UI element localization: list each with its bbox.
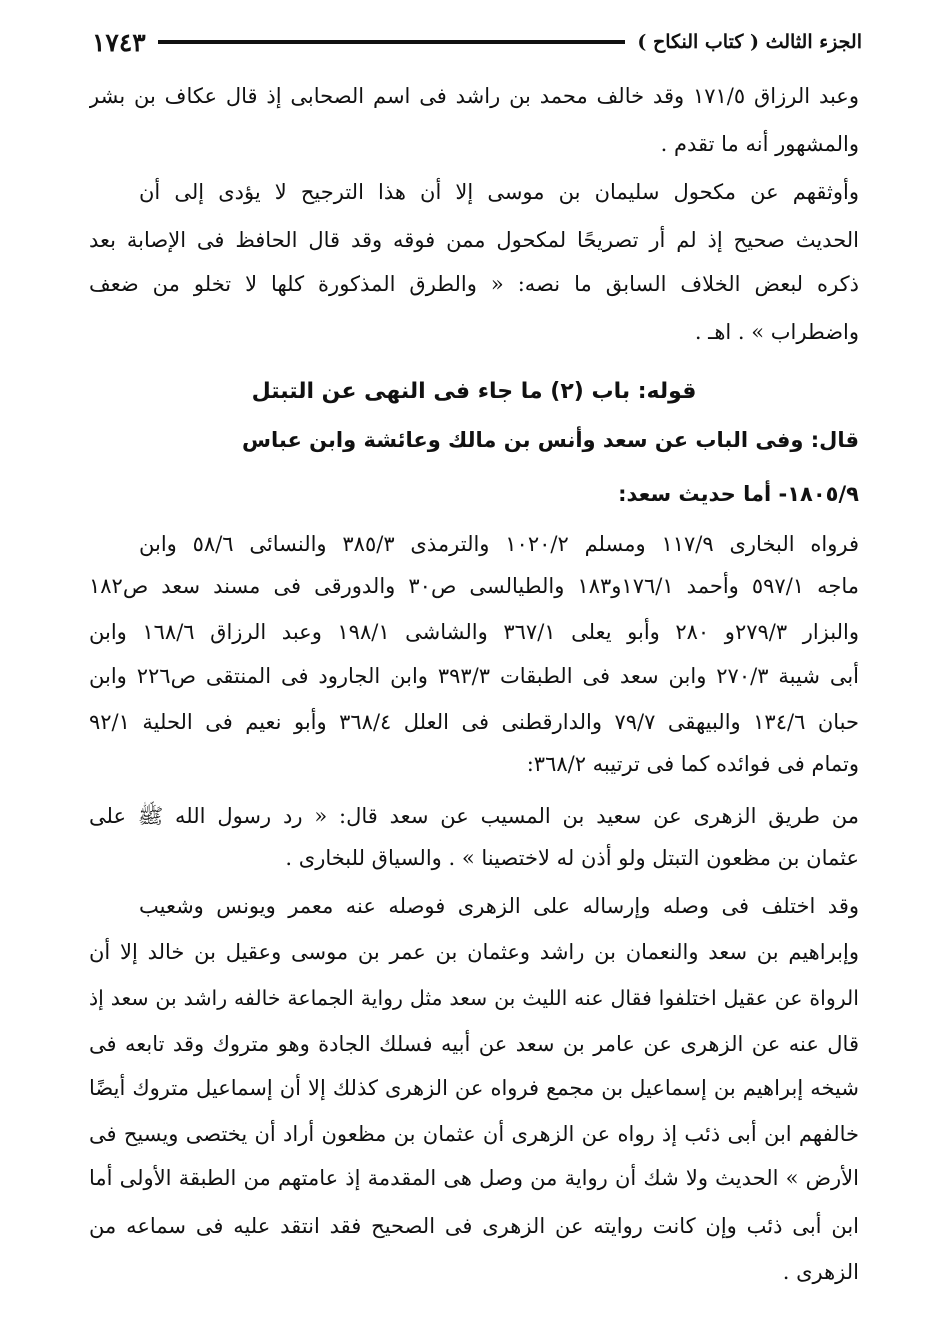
text-line: وقد اختلف فى وصله وإرساله على الزهرى فوصله عنه معمر ويونس وشعيب — [139, 894, 859, 918]
text-line: وتمام فى فوائده كما فى ترتيبه ٣٦٨/٢: — [526, 752, 859, 776]
text-line: والمشهور أنه ما تقدم . — [660, 132, 859, 156]
text-line: وعبد الرزاق ١٧١/٥ وقد خالف محمد بن راشد فى اسم الصحابى إذ قال عكاف بن بشر — [89, 84, 859, 108]
text-line: الحديث صحيح إذ لم أر تصريحًا لمكحول ممن فوقه وقد قال الحافظ فى الإصابة بعد — [89, 228, 859, 252]
text-line: قال عنه عن الزهرى عن عامر بن سعد عن أبيه فسلك الجادة وهو متروك وقد تابعه فى — [89, 1032, 859, 1056]
text-line: الأرض » الحديث ولا شك أن رواية من وصل هى المقدمة إذ عامتهم من الطبقة الأولى أما — [89, 1166, 859, 1190]
text-line: عثمان بن مظعون التبتل ولو أذن له لاختصينا » . والسياق للبخارى . — [285, 846, 859, 870]
text-line: واضطراب » . اهـ . — [694, 320, 859, 344]
text-line: حبان ١٣٤/٦ والبيهقى ٧٩/٧ والدارقطنى فى العلل ٣٦٨/٤ وأبو نعيم فى الحلية ٩٢/١ — [89, 710, 859, 734]
text-line: ابن أبى ذئب وإن كانت روايته عن الزهرى فى الصحيح فقد انتقد عليه فى سماعه من — [89, 1214, 859, 1238]
text-line: أبى شيبة ٢٧٠/٣ وابن سعد فى الطبقات ٣٩٣/٣ وابن الجارود فى المنتقى ص٢٢٦ وابن — [89, 664, 859, 688]
text-line: الزهرى . — [782, 1260, 859, 1284]
header-title: الجزء الثالث ( كتاب النكاح ) — [637, 31, 862, 53]
text-line: والبزار ٢٧٩/٣و ٢٨٠ وأبو يعلى ٣٦٧/١ والشاشى ١٩٨/١ وعبد الرزاق ١٦٨/٦ وابن — [89, 620, 859, 644]
running-header — [92, 22, 862, 62]
text-line: فرواه البخارى ١١٧/٩ ومسلم ١٠٢٠/٢ والترمذى ٣٨٥/٣ والنسائى ٥٨/٦ وابن — [139, 532, 859, 556]
text-line: ماجه ٥٩٧/١ وأحمد ١٧٦/١و١٨٣ والطيالسى ص٣٠ والدورقى فى مسند سعد ص١٨٢ — [89, 574, 859, 598]
hadith-heading: ١٨٠٥/٩- أما حديث سعد: — [618, 482, 859, 506]
section-subheading: قال: وفى الباب عن سعد وأنس بن مالك وعائشة وابن عباس — [242, 428, 859, 452]
page-number: ١٧٤٣ — [92, 27, 146, 57]
text-line: من طريق الزهرى عن سعيد بن المسيب عن سعد قال: « رد رسول الله ﷺ على — [89, 804, 859, 828]
text-line: خالفهم ابن أبى ذئب إذ رواه عن الزهرى أن عثمان بن مظعون أراد أن يختصى ويسيح فى — [89, 1122, 859, 1146]
text-line: وأوثقهم عن مكحول سليمان بن موسى إلا أن هذا الترجيح لا يؤدى إلى أن — [139, 180, 859, 204]
text-line: شيخه إبراهيم بن إسماعيل بن مجمع فرواه عن الزهرى كذلك إلا أن إسماعيل متروك أيضًا — [89, 1076, 859, 1100]
section-heading: قوله: باب (٢) ما جاء فى النهى عن التبتل — [251, 379, 697, 404]
text-line: وإبراهيم بن سعد والنعمان بن راشد وعثمان بن عمر بن موسى وعقيل بن خالد إلا أن — [89, 940, 859, 964]
text-line: الرواة عن عقيل اختلفوا فقال عنه الليث بن سعد مثل رواية الجماعة خالفه راشد بن سعد إذ — [89, 986, 859, 1010]
text-line: ذكره لبعض الخلاف السابق ما نصه: « والطرق المذكورة كلها لا تخلو من ضعف — [89, 272, 859, 296]
header-rule — [158, 40, 626, 44]
